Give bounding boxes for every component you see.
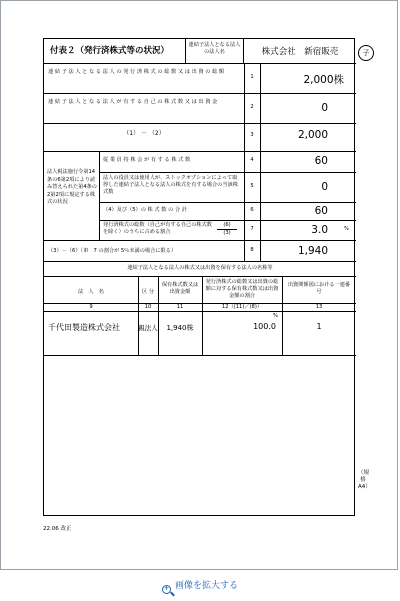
paper-size-note: （規格A4） bbox=[358, 470, 371, 490]
shareholder-serial: 1 bbox=[316, 322, 322, 331]
row-5-label: 法人の役員又は使用人が、ストックオプションによって取得した連結子法人となる法人の株式を有する場合の当該株式数 bbox=[103, 175, 238, 195]
col-number-11: 11 bbox=[176, 304, 184, 310]
row-8-label: （3）－（6）（車 7 の割合が 5％未満の場合に限る） bbox=[48, 248, 177, 254]
shareholder-name: 千代田製造株式会社 bbox=[48, 323, 120, 332]
row-6-label: （4）及び（5）の 株 式 数 の 合 計 bbox=[103, 207, 187, 213]
row-8-value: 1,940 bbox=[297, 245, 328, 257]
subsidiary-mark: 子 bbox=[358, 45, 374, 61]
row-4-number: 4 bbox=[250, 157, 254, 163]
form-title: 付表２（発行済株式等の状況） bbox=[50, 46, 170, 56]
zoom-link[interactable] bbox=[0, 578, 400, 594]
row-7-unit: % bbox=[344, 226, 349, 232]
row-2-value: 0 bbox=[321, 102, 328, 114]
row-3-label: （1） － （2） bbox=[123, 130, 165, 137]
row-4-value: 60 bbox=[314, 155, 328, 167]
row-7-label: 発行済株式の総数（自己が有する自己の株式数を除く）のうちに占める割合 bbox=[103, 222, 212, 235]
zoom-link-label[interactable]: 画像を拡大する bbox=[174, 581, 238, 591]
row-6-value: 60 bbox=[314, 205, 328, 217]
shareholder-ratio: 100.0 bbox=[253, 322, 276, 331]
col-header-category: 区 分 bbox=[141, 289, 155, 295]
shareholders-section-title: 連結子法人となる法人の株式又は出資を保有する法人の名称等 bbox=[127, 265, 273, 271]
row-1-label: 連 結 子 法 人 と な る 法 人 の 発 行 済 株 式 の 総 数 又 は 出 資 の 総 額 bbox=[48, 69, 225, 75]
row-3-value: 2,000 bbox=[297, 129, 328, 141]
col-header-serial: 出資関係図における一連番号 bbox=[287, 282, 351, 295]
shareholder-category: 親法人 bbox=[138, 324, 158, 332]
row-2-label: 連 結 子 法 人 と な る 法 人 が 有 す る 自 己 の 株 式 数 又 は 出 資 金 bbox=[48, 99, 218, 105]
shareholder-shares: 1,940株 bbox=[166, 324, 194, 332]
form-sheet bbox=[43, 38, 355, 516]
col-number-10: 10 bbox=[144, 304, 152, 310]
row-3-number: 3 bbox=[250, 132, 254, 138]
row-2-number: 2 bbox=[250, 104, 254, 110]
row-7-number: 7 bbox=[250, 226, 254, 232]
zoom-in-icon: + bbox=[163, 585, 169, 592]
col-number-13: 13 bbox=[315, 304, 323, 310]
row-8-number: 8 bbox=[250, 247, 254, 253]
col-number-12: 12（(11)／(8)） bbox=[221, 304, 263, 310]
col-number-9: 9 bbox=[89, 304, 93, 310]
col-header-ratio: 発行済株式の総数又は出資の総額に対する保有株式数又は出資金額の割合 bbox=[205, 279, 279, 299]
row-7-value: 3.0 bbox=[311, 224, 328, 236]
row-7-fraction-bottom: (3) bbox=[223, 230, 231, 236]
group-label: 法人税法施行令第14条の6第2項により読み替えられた第4条の2第2項に規定する株式の状況 bbox=[47, 169, 97, 205]
row-1-number: 1 bbox=[250, 74, 254, 80]
revision-note: 22.06 改正 bbox=[43, 526, 72, 532]
col-header-shares: 保有株式数又は出資金額 bbox=[161, 282, 199, 295]
row-7-fraction-top: (6) bbox=[223, 222, 231, 228]
row-5-number: 5 bbox=[250, 183, 254, 189]
row-6-number: 6 bbox=[250, 207, 254, 213]
row-5-value: 0 bbox=[321, 181, 328, 193]
company-name: 株式会社 新宿販売 bbox=[261, 47, 339, 57]
col-header-name: 法 人 名 bbox=[78, 289, 104, 295]
ratio-unit: % bbox=[273, 313, 278, 319]
row-4-label: 従 業 員 持 株 会 が 有 す る 株 式 数 bbox=[103, 157, 191, 163]
row-1-value: 2,000株 bbox=[303, 74, 344, 86]
company-name-label: 連結子法人となる法人の法人名 bbox=[188, 42, 241, 55]
